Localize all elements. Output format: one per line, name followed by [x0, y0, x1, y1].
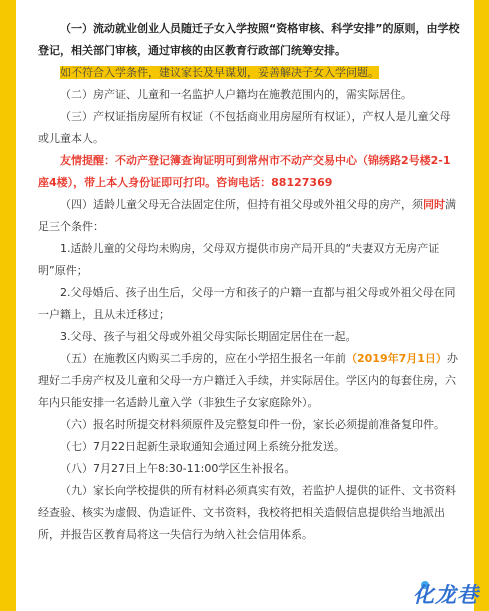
condition-2: 2.父母婚后、孩子出生后，父母一方和孩子的户籍一直都与祖父母或外祖父母在同一户籍上，且从未迁移过；	[38, 286, 456, 321]
para-1: （一）流动就业创业人员随迁子女入学按照“资格审核、科学安排”的原则，由学校登记，相关部门审核，通过审核的由区教育行政部门统筹安排。	[38, 22, 460, 57]
para-3: （二）房产证、儿童和一名监护人户籍均在施教范围内的，需实际居住。	[60, 88, 412, 101]
para-4: （三）产权证指房屋所有权证（不包括商业用房屋所有权证），产权人是儿童父母或儿童本人。	[38, 110, 451, 145]
para-10	[38, 348, 460, 414]
reminder-para: 友情提醒：不动产登记簿查询证明可到常州市不动产交易中心（锦绣路2号楼2-1座4楼），带上本人身份证即可打印。咨询电话：88127369	[38, 154, 451, 189]
highlight-text: 如不符合入学条件，建议家长及早谋划，妥善解决子女入学问题。	[60, 66, 379, 79]
date-emphasis: （2019年7月1日）	[346, 352, 447, 365]
para-13: （八）7月27日上午8:30-11:00学区生补报名。	[60, 462, 296, 475]
para-6-text-2: 满足三个条件：	[38, 198, 456, 233]
para-12: （七）7月22日起新生录取通知会通过网上系统分批发送。	[60, 440, 345, 453]
article-card	[16, 0, 474, 611]
watermark-logo: 化龙巷	[413, 582, 479, 607]
condition-1: 1.适龄儿童的父母均未购房，父母双方提供市房产局开具的“夫妻双方无房产证明”原件；	[38, 242, 440, 277]
para-11: （六）报名时所提交材料须原件及完整复印件一份，家长必须提前准备复印件。	[60, 418, 445, 431]
para-10-text: （五）在施教区内购买二手房的，应在小学招生报名一年前	[60, 352, 346, 365]
para-6-text: （四）适龄儿童父母无合法固定住所，但持有祖父母或外祖父母的房产，须	[60, 198, 423, 211]
emphasis-text: 同时	[423, 198, 445, 211]
para-6	[38, 194, 460, 238]
para-2	[38, 62, 460, 84]
para-10-text-2: 办理好二手房产权及儿童和父母一方户籍迁入手续，并实际居住。学区内的每套住房，六年内只能安排一名适龄儿童入学（非独生子女家庭除外）。	[38, 352, 458, 409]
condition-3: 3.父母、孩子与祖父母或外祖父母实际长期固定居住在一起。	[60, 330, 357, 343]
para-14: （九）家长向学校提供的所有材料必须真实有效，若监护人提供的证件、文书资料经查验、核实为虚假、伪造证件、文书资料，我校将把相关造假信息提供给当地派出所，并报告区教育局将这一失信行为纳入社会信用体系。	[38, 484, 456, 541]
